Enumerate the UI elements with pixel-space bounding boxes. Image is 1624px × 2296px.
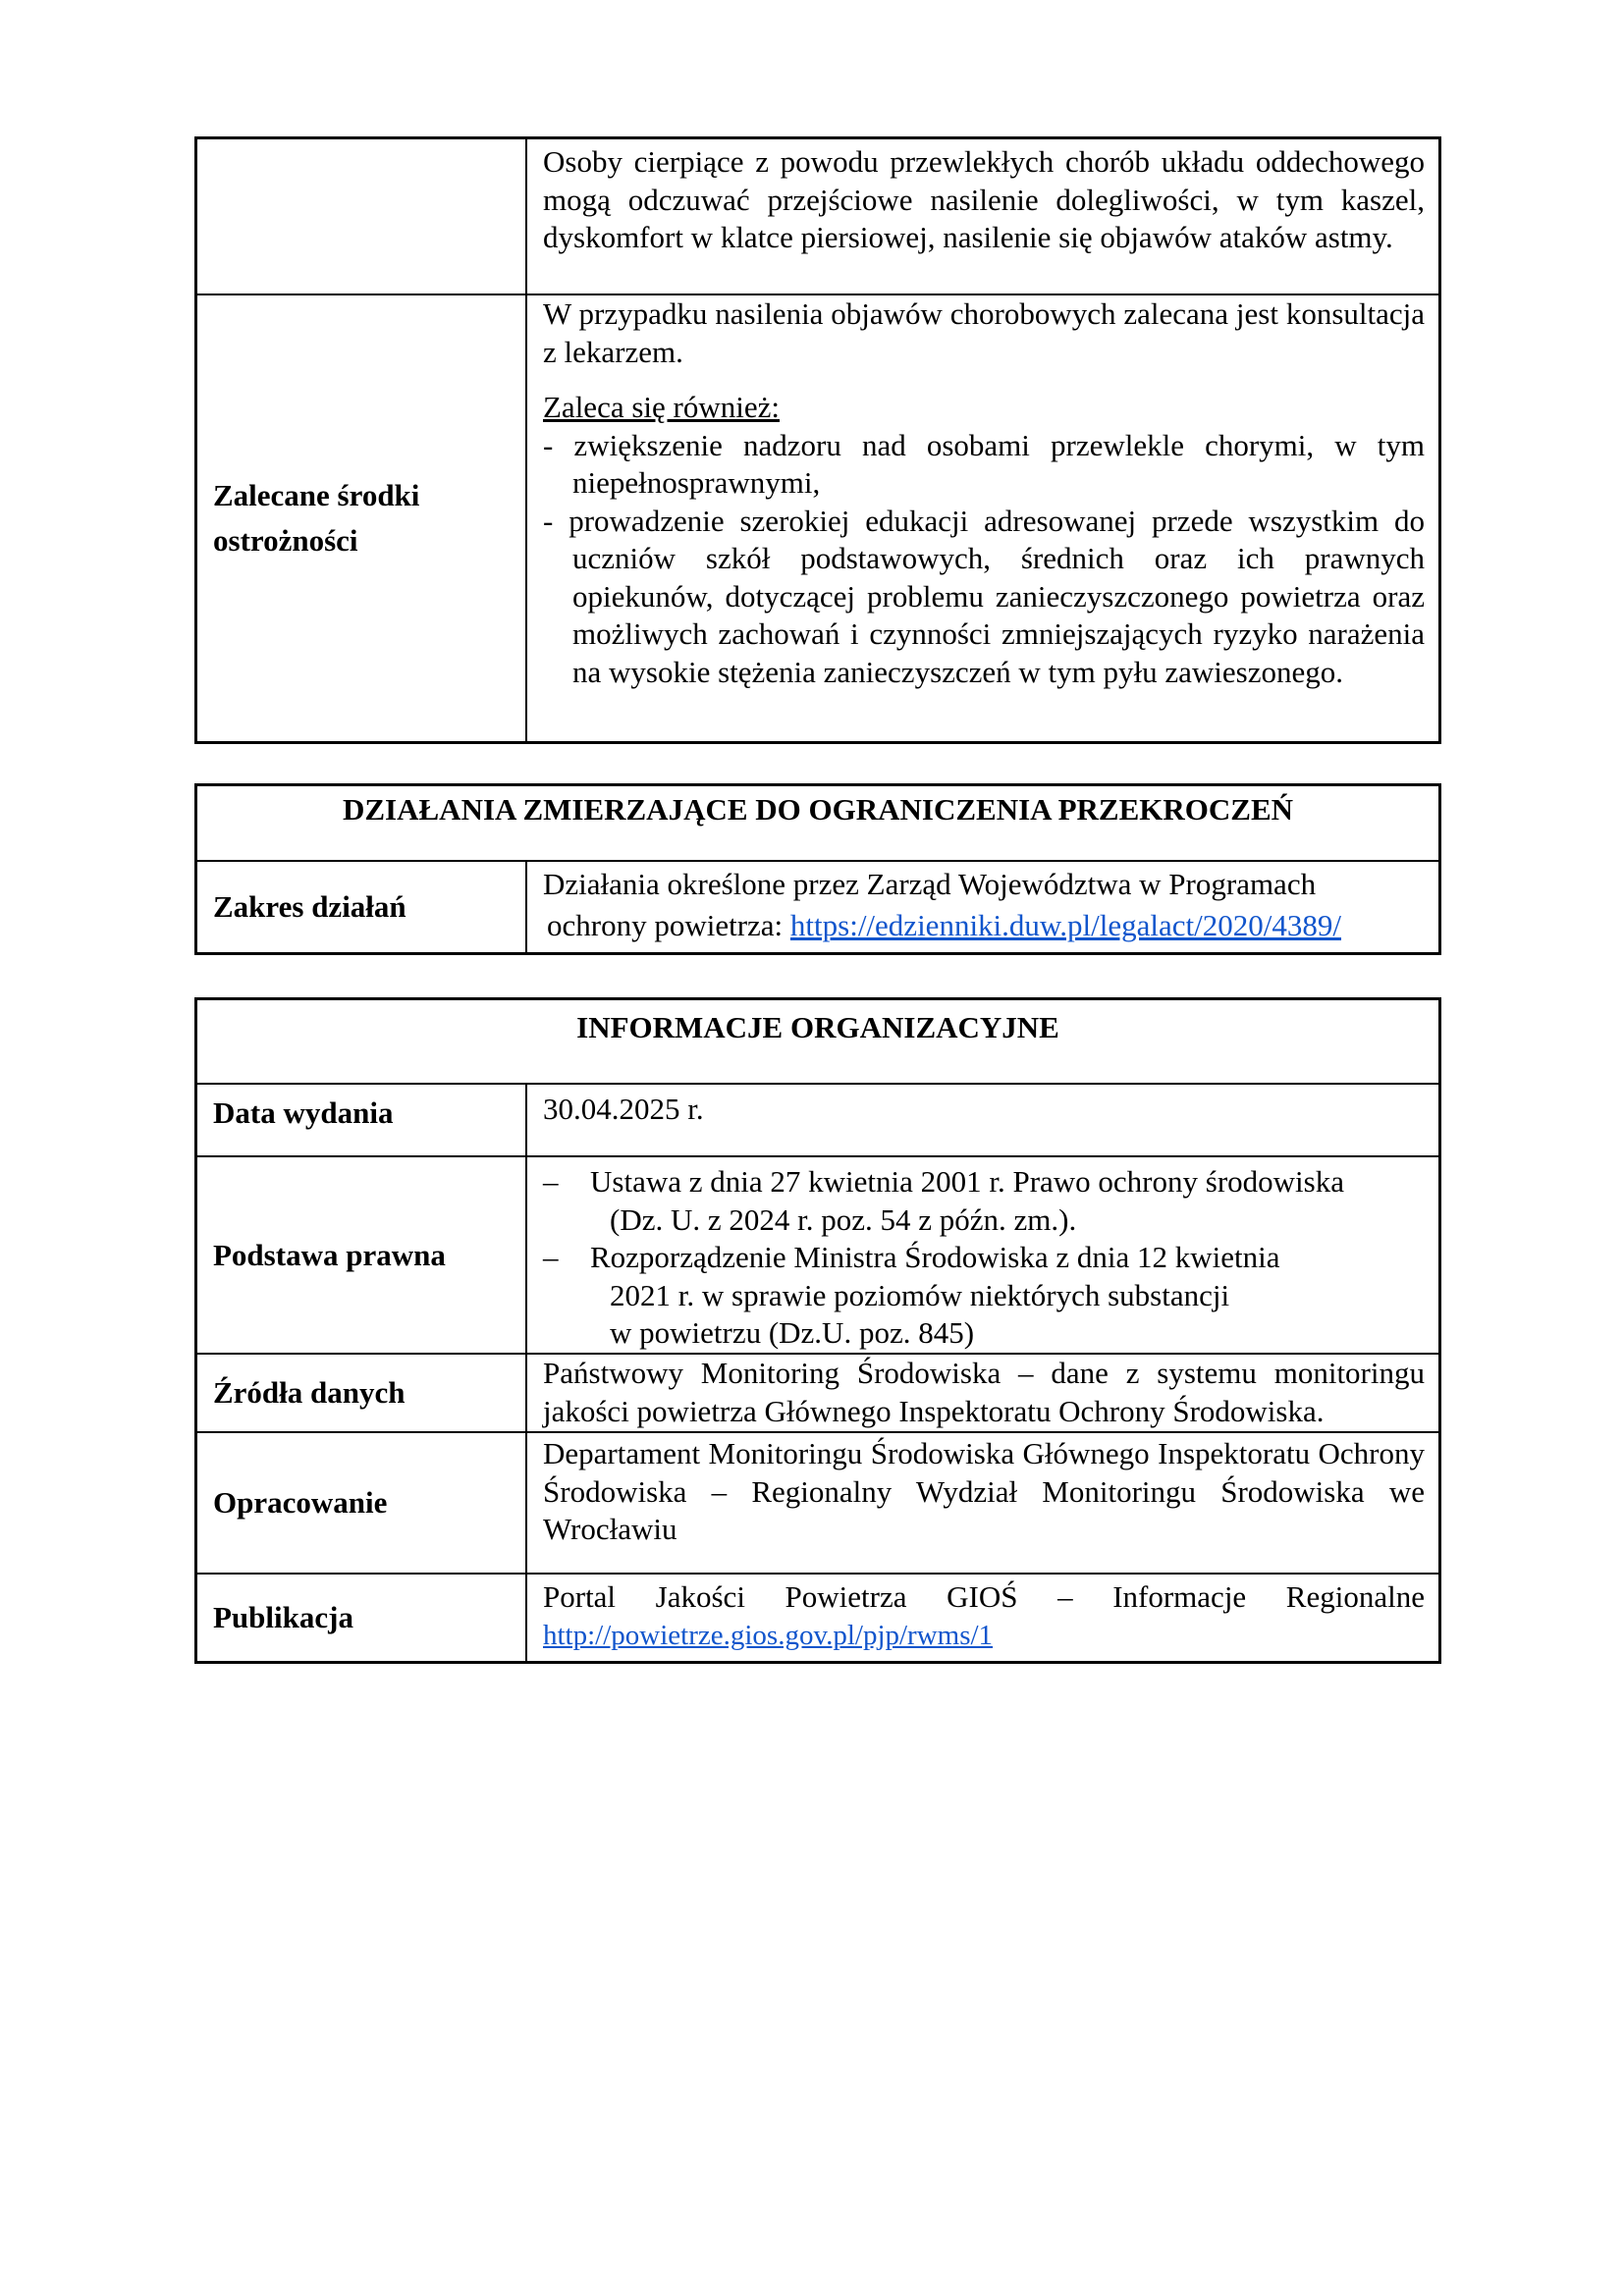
consultation-text: W przypadku nasilenia objawów chorobowych zalecana jest konsultacja z lekarzem. xyxy=(543,296,1425,369)
legal-basis-item xyxy=(543,1163,1425,1239)
legal-basis-list xyxy=(527,1157,1438,1353)
data-sources-value: Państwowy Monitoring Środowiska – dane z systemu monitoringu jakości powietrza Głównego Inspektoratu Ochrony Środowiska. xyxy=(543,1356,1425,1428)
legal-item2-line3: w powietrzu (Dz.U. poz. 845) xyxy=(610,1315,975,1350)
scope-text-prefix: ochrony powietrza: xyxy=(547,908,790,942)
scope-text-line1: Działania określone przez Zarząd Województwa w Programach xyxy=(543,867,1317,901)
recommendation-item: - prowadzenie szerokiej edukacji adresowanej przede wszystkim do uczniów szkół podstawowych, średnich oraz ich prawnych opiekunów, dotyczącej problemu zanieczyszczonego powietrza oraz możliwych zachowań i czynności zmniejszających ryzyko narażenia na wysokie stężenia zanieczyszczeń w tym pyłu zawieszonego. xyxy=(543,503,1425,689)
table-row xyxy=(197,139,1438,295)
precautions-label-line2: ostrożności xyxy=(213,523,358,558)
scope-text-line2 xyxy=(543,905,1425,946)
programs-link[interactable]: https://edzienniki.duw.pl/legalact/2020/4389/ xyxy=(789,908,1341,942)
legal-item2-line2: 2021 r. w sprawie poziomów niektórych substancji xyxy=(610,1277,1230,1312)
table-row xyxy=(197,1157,1438,1355)
table-row xyxy=(197,295,1438,741)
scope-value xyxy=(527,862,1438,952)
legal-item2-line1: Rozporządzenie Ministra Środowiska z dnia 12 kwietnia xyxy=(590,1240,1280,1274)
also-recommended-heading: Zaleca się również: xyxy=(543,390,780,424)
scope-label: Zakres działań xyxy=(197,862,527,952)
dash-marker: – xyxy=(543,1240,559,1274)
issue-date-value: 30.04.2025 r. xyxy=(543,1092,704,1126)
publication-label: Publikacja xyxy=(197,1575,527,1661)
organizational-header: INFORMACJE ORGANIZACYJNE xyxy=(197,1000,1438,1085)
publication-link[interactable]: http://powietrze.gios.gov.pl/pjp/rwms/1 xyxy=(543,1619,994,1651)
legal-basis-label: Podstawa prawna xyxy=(197,1157,527,1353)
precautions-label-line1: Zalecane środki xyxy=(213,478,420,512)
issue-date-label: Data wydania xyxy=(197,1085,527,1155)
recommendation-item: - zwiększenie nadzoru nad osobami przewlekle chorymi, w tym niepełnosprawnymi, xyxy=(543,427,1425,500)
empty-label-cell xyxy=(197,139,527,294)
table-row xyxy=(197,1433,1438,1575)
actions-header: DZIAŁANIA ZMIERZAJĄCE DO OGRANICZENIA PRZEKROCZEŃ xyxy=(197,786,1438,862)
organizational-info-table xyxy=(194,997,1441,1664)
precautions-label xyxy=(197,295,527,741)
dash-marker: – xyxy=(543,1164,559,1199)
legal-item1-line1: Ustawa z dnia 27 kwietnia 2001 r. Prawo ochrony środowiska xyxy=(590,1164,1344,1199)
publication-value xyxy=(527,1575,1438,1661)
symptoms-text: Osoby cierpiące z powodu przewlekłych chorób układu oddechowego mogą odczuwać przejściowe nasilenie dolegliwości, w tym kaszel, dyskomfort w klatce piersiowej, nasilenie się objawów ataków astmy. xyxy=(543,144,1425,254)
prepared-by-label: Opracowanie xyxy=(197,1433,527,1573)
data-sources-label: Źródła danych xyxy=(197,1355,527,1431)
publication-link-line xyxy=(543,1617,1425,1655)
precautions-content xyxy=(527,295,1438,741)
precautions-table xyxy=(194,136,1441,744)
legal-basis-item xyxy=(543,1239,1425,1353)
table-row xyxy=(197,1575,1438,1661)
legal-item1-line2: (Dz. U. z 2024 r. poz. 54 z późn. zm.). xyxy=(610,1201,1077,1237)
actions-table xyxy=(194,783,1441,955)
table-row xyxy=(197,862,1438,952)
table-row xyxy=(197,1355,1438,1433)
publication-text: Portal Jakości Powietrza GIOŚ – Informacje Regionalne xyxy=(543,1579,1425,1614)
table-row xyxy=(197,1085,1438,1157)
prepared-by-value: Departament Monitoringu Środowiska Głównego Inspektoratu Ochrony Środowiska – Regionalny Wydział Monitoringu Środowiska we Wrocławiu xyxy=(543,1436,1425,1546)
